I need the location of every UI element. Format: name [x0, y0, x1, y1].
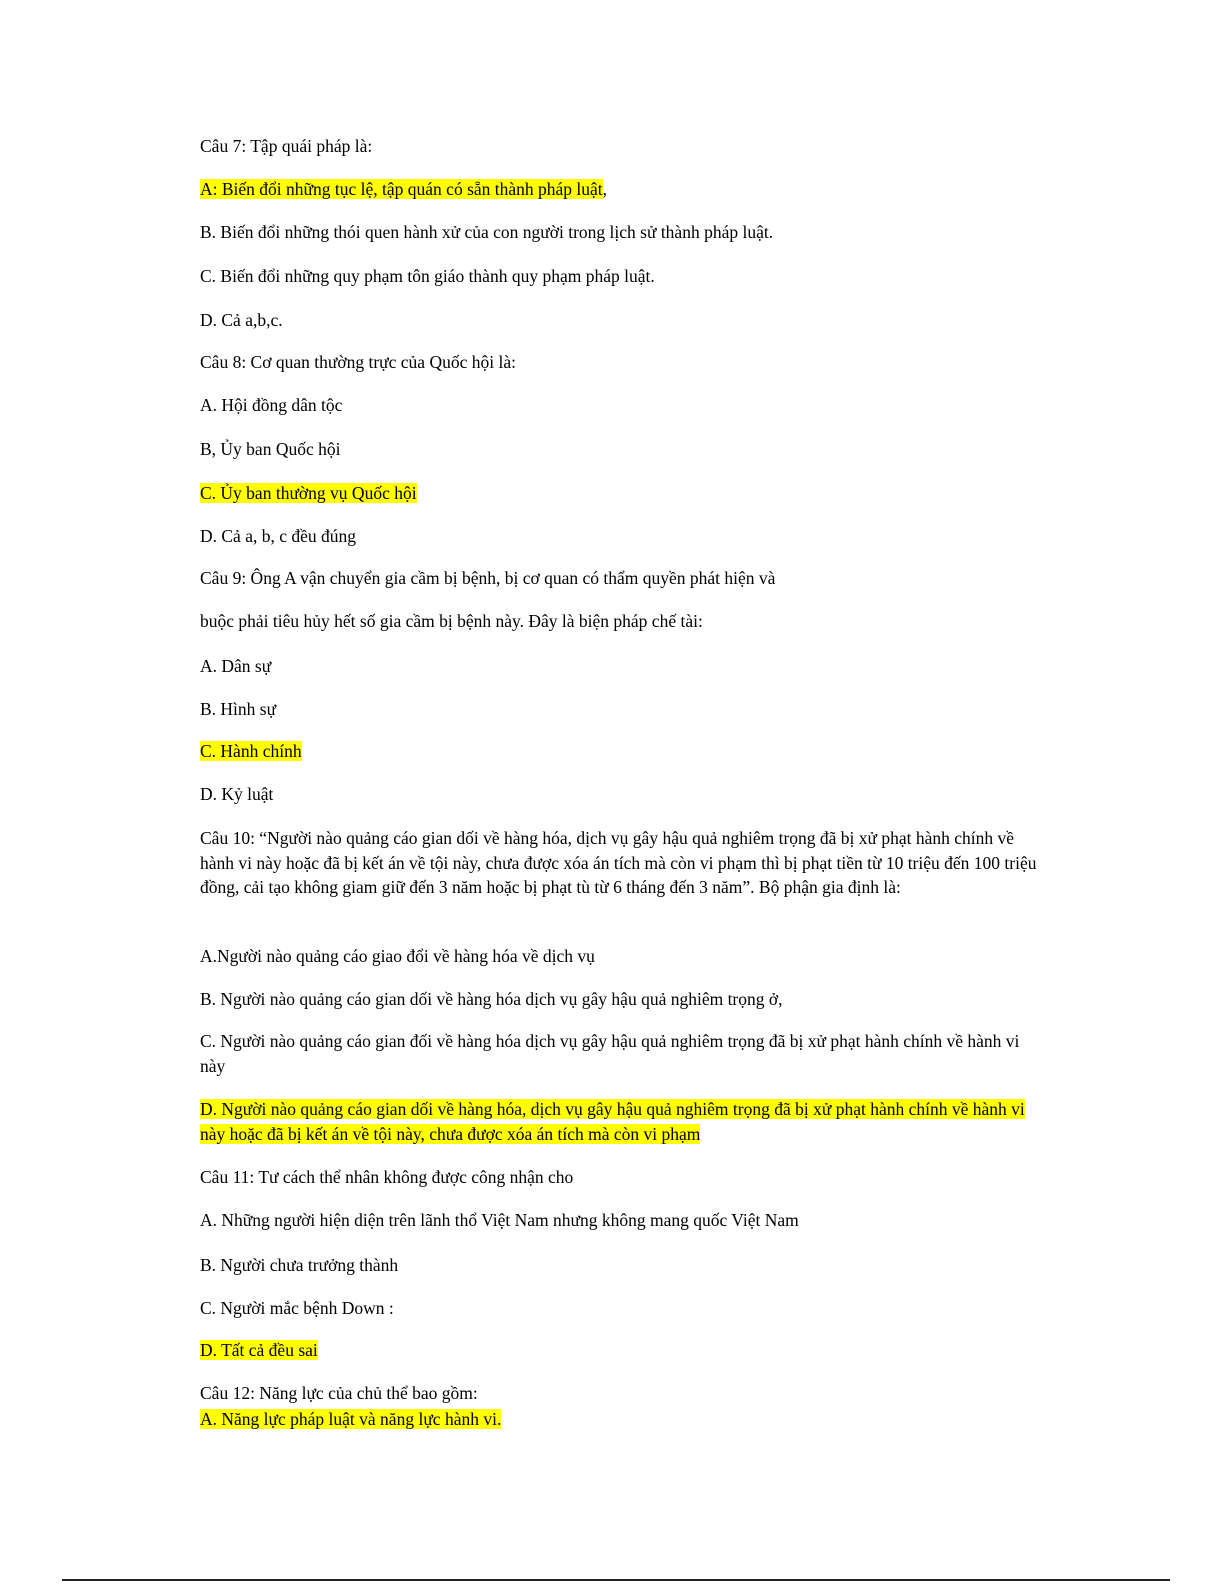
q11-option-d	[200, 1338, 318, 1362]
q7-option-a-highlight: A: Biến đổi những tục lệ, tập quán có sẵn thành pháp luật	[200, 179, 603, 199]
q10-option-a: A.Người nào quảng cáo giao đổi về hàng hóa về dịch vụ	[200, 946, 595, 966]
q12-option-a	[200, 1407, 501, 1431]
q10-option-d-highlight: D. Người nào quảng cáo gian dối về hàng hóa, dịch vụ gây hậu quả nghiêm trọng đã bị xử phạt hành chính về hành vi này hoặc đã bị kết án về tội này, chưa được xóa án tích mà còn vi phạm	[200, 1099, 1025, 1144]
q11-option-d-highlight: D. Tất cả đều sai	[200, 1340, 318, 1360]
q7-option-b: B. Biến đổi những thói quen hành xử của con người trong lịch sử thành pháp luật.	[200, 222, 774, 242]
q7-option-a	[200, 177, 607, 201]
question-8: Câu 8: Cơ quan thường trực của Quốc hội là:	[200, 352, 516, 372]
q8-option-d: D. Cả a, b, c đều đúng	[200, 526, 357, 546]
q7-option-c: C. Biến đổi những quy phạm tôn giáo thành quy phạm pháp luật.	[200, 266, 655, 286]
q10-option-b: B. Người nào quảng cáo gian dối về hàng hóa dịch vụ gây hậu quả nghiêm trọng ở,	[200, 989, 783, 1009]
q9-option-d: D. Kỷ luật	[200, 784, 274, 804]
question-9-line-1: Câu 9: Ông A vận chuyển gia cầm bị bệnh, bị cơ quan có thẩm quyền phát hiện và	[200, 568, 776, 588]
question-9-line-2: buộc phải tiêu hủy hết số gia cầm bị bệnh này. Đây là biện pháp chế tài:	[200, 611, 703, 631]
q9-option-a: A. Dân sự	[200, 656, 272, 676]
q11-option-a: A. Những người hiện diện trên lãnh thổ Việt Nam nhưng không mang quốc Việt Nam	[200, 1210, 799, 1230]
q10-option-d	[200, 1097, 1040, 1146]
page-bottom-divider	[62, 1579, 1170, 1581]
q7-option-d: D. Cả a,b,c.	[200, 310, 283, 330]
q9-option-b: B. Hình sự	[200, 699, 277, 719]
q11-option-c: C. Người mắc bệnh Down :	[200, 1298, 394, 1318]
q8-option-b: B, Ủy ban Quốc hội	[200, 439, 341, 459]
q8-option-a: A. Hội đồng dân tộc	[200, 395, 343, 415]
q12-option-a-highlight: A. Năng lực pháp luật và năng lực hành vi.	[200, 1409, 502, 1429]
q9-option-c	[200, 739, 302, 763]
question-10: Câu 10: “Người nào quảng cáo gian dối về hàng hóa, dịch vụ gây hậu quả nghiêm trọng đã bị xử phạt hành chính về hành vi này hoặc đã bị kết án về tội này, chưa được xóa án tích mà còn vi phạm thì bị phạt tiền từ 10 triệu đến 100 triệu đồng, cải tạo không giam giữ đến 3 năm hoặc bị phạt tù từ 6 tháng đến 3 năm”. Bộ phận gia định là:	[200, 828, 1037, 897]
question-11: Câu 11: Tư cách thể nhân không được công nhận cho	[200, 1167, 574, 1187]
q8-option-c	[200, 481, 417, 505]
q7-option-a-tail: ,	[602, 179, 608, 199]
question-12: Câu 12: Năng lực của chủ thể bao gồm:	[200, 1383, 478, 1403]
q8-option-c-highlight: C. Ủy ban thường vụ Quốc hội	[200, 483, 417, 503]
question-7: Câu 7: Tập quái pháp là:	[200, 136, 373, 156]
q10-option-c: C. Người nào quảng cáo gian đối về hàng hóa dịch vụ gây hậu quả nghiêm trọng đã bị xử phạt hành chính về hành vi này	[200, 1031, 1020, 1076]
q11-option-b: B. Người chưa trưởng thành	[200, 1255, 399, 1275]
q9-option-c-highlight: C. Hành chính	[200, 741, 302, 761]
